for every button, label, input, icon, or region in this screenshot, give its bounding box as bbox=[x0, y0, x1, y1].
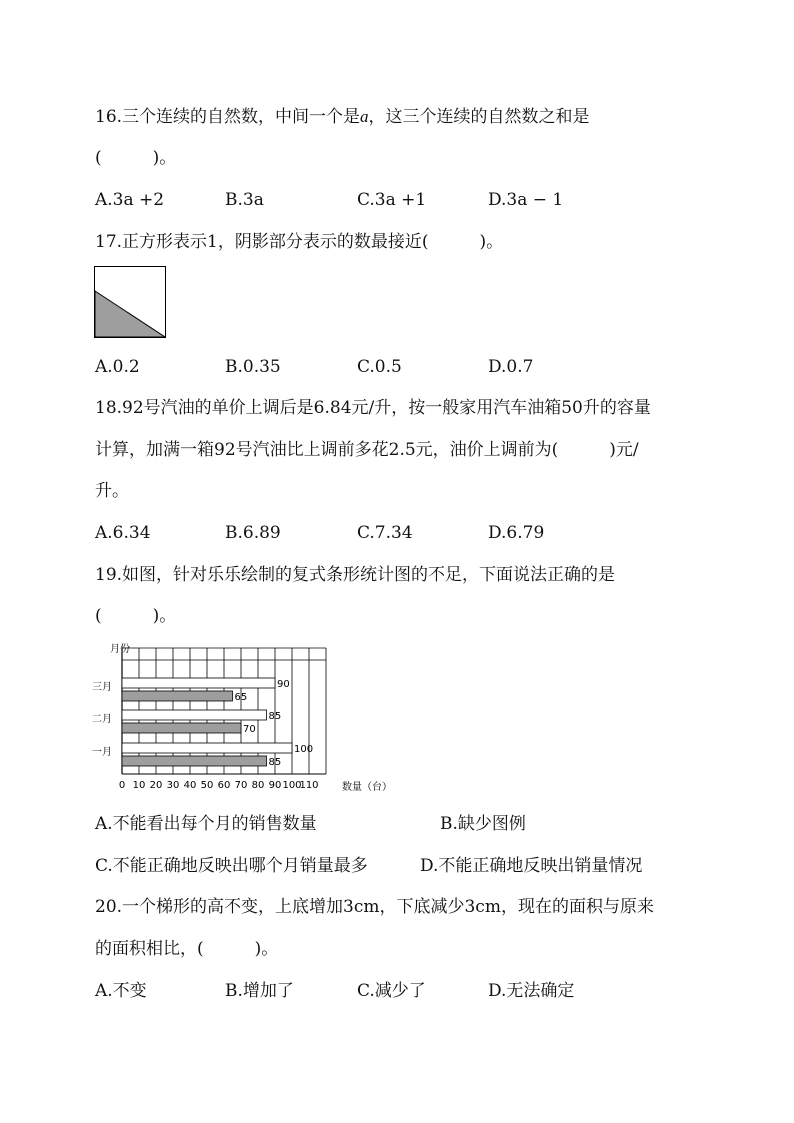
x-tick-label: 10 bbox=[132, 780, 146, 791]
q19-stem-line1: 19.如图，针对乐乐绘制的复式条形统计图的不足，下面说法正确的是 bbox=[95, 565, 616, 585]
q17-shaded-square bbox=[94, 266, 166, 338]
bar bbox=[122, 743, 292, 753]
q17-option-a: A.0.2 bbox=[95, 357, 140, 377]
bar bbox=[122, 723, 241, 733]
q17-stem: 17.正方形表示1，阴影部分表示的数最接近( )。 bbox=[95, 232, 504, 252]
category-label: 三月 bbox=[92, 682, 112, 693]
q18-option-a: A.6.34 bbox=[95, 523, 151, 543]
q18-stem-line3: 升。 bbox=[95, 481, 129, 501]
q20-option-d: D.无法确定 bbox=[488, 981, 575, 1001]
q17-option-d: D.0.7 bbox=[488, 357, 534, 377]
x-tick-label: 20 bbox=[149, 780, 163, 791]
q19-option-a: A.不能看出每个月的销售数量 bbox=[95, 814, 317, 834]
category-label: 一月 bbox=[92, 747, 112, 758]
q16-stem-line1: 16.三个连续的自然数，中间一个是a，这三个连续的自然数之和是 bbox=[95, 107, 590, 127]
data-label: 85 bbox=[268, 757, 282, 768]
x-tick-label: 0 bbox=[118, 780, 126, 791]
q16-option-b: B.3a bbox=[225, 190, 264, 210]
q20-option-c: C.减少了 bbox=[357, 981, 426, 1001]
bar bbox=[122, 691, 233, 701]
q18-option-d: D.6.79 bbox=[488, 523, 545, 543]
x-tick-label: 100 bbox=[282, 780, 302, 791]
x-tick-label: 40 bbox=[183, 780, 197, 791]
q20-stem-line1: 20.一个梯形的高不变，上底增加3cm，下底减少3cm，现在的面积与原来 bbox=[95, 897, 654, 917]
q17-option-b: B.0.35 bbox=[225, 357, 281, 377]
x-tick-label: 70 bbox=[234, 780, 248, 791]
x-tick-label: 30 bbox=[166, 780, 180, 791]
data-label: 70 bbox=[243, 724, 256, 735]
q20-stem-line2: 的面积相比，( )。 bbox=[95, 939, 279, 959]
data-label: 90 bbox=[277, 679, 290, 690]
x-tick-label: 50 bbox=[200, 780, 214, 791]
q16-option-a: A.3a +2 bbox=[95, 190, 165, 210]
q16-stem-line2: ( )。 bbox=[95, 148, 177, 168]
data-label: 65 bbox=[234, 692, 248, 703]
data-label: 100 bbox=[294, 744, 314, 755]
x-tick-label: 60 bbox=[217, 780, 231, 791]
q19-stem-line2: ( )。 bbox=[95, 606, 177, 626]
x-axis-label: 数量（台） bbox=[342, 782, 392, 793]
q16-option-c: C.3a +1 bbox=[357, 190, 427, 210]
x-tick-label: 110 bbox=[299, 780, 319, 791]
data-label: 85 bbox=[268, 711, 282, 722]
q20-option-a: A.不变 bbox=[95, 981, 147, 1001]
q18-stem-line2: 计算，加满一箱92号汽油比上调前多花2.5元，油价上调前为( )元/ bbox=[95, 440, 639, 460]
q19-option-c: C.不能正确地反映出哪个月销量最多 bbox=[95, 856, 368, 876]
y-axis-label: 月份 bbox=[110, 644, 130, 655]
q18-stem-line1: 18.92号汽油的单价上调后是6.84元/升，按一般家用汽车油箱50升的容量 bbox=[95, 398, 651, 418]
q16-variable: a bbox=[360, 107, 369, 126]
q18-option-c: C.7.34 bbox=[357, 523, 413, 543]
bar bbox=[122, 678, 275, 688]
x-tick-label: 80 bbox=[251, 780, 265, 791]
q19-option-b: B.缺少图例 bbox=[440, 814, 526, 834]
q16-option-d: D.3a − 1 bbox=[488, 190, 564, 210]
q17-option-c: C.0.5 bbox=[357, 357, 402, 377]
category-label: 二月 bbox=[92, 714, 112, 725]
sales-bar-chart bbox=[90, 640, 420, 800]
q18-option-b: B.6.89 bbox=[225, 523, 281, 543]
bar bbox=[122, 710, 267, 720]
q19-option-d: D.不能正确地反映出销量情况 bbox=[420, 856, 643, 876]
bar bbox=[122, 756, 267, 766]
x-tick-label: 90 bbox=[268, 780, 282, 791]
q20-option-b: B.增加了 bbox=[225, 981, 294, 1001]
